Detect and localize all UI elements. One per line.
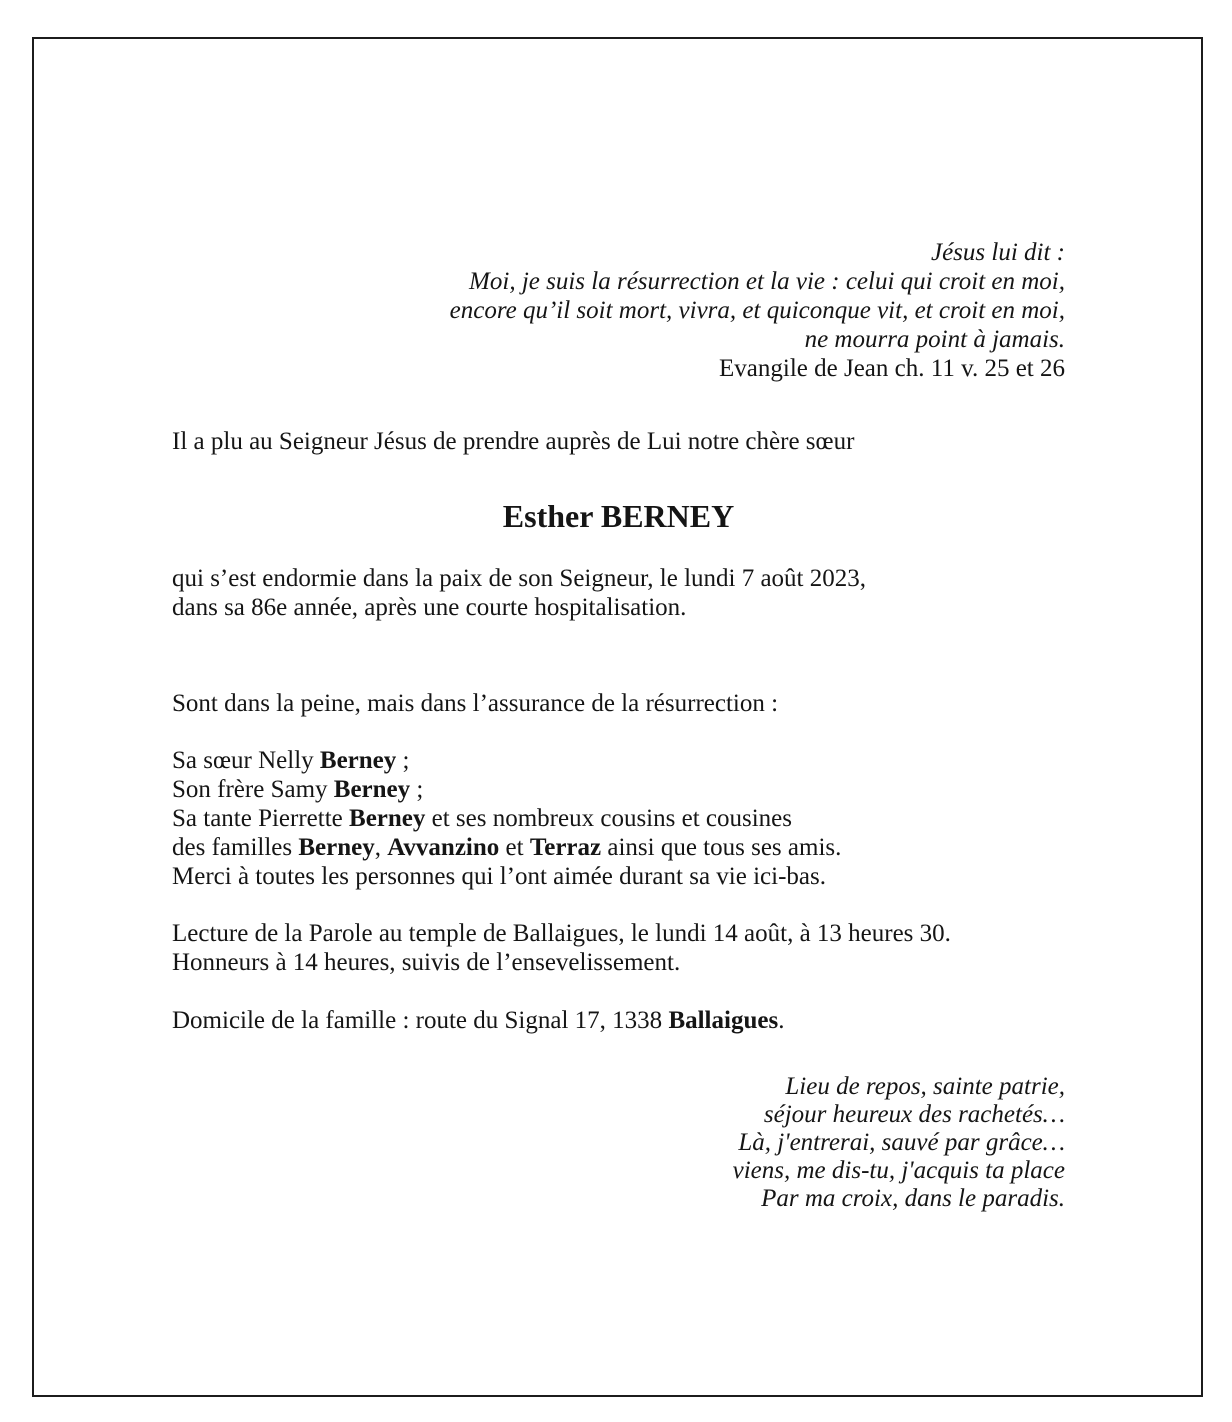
emphasized-text: Ballaigues xyxy=(668,1007,779,1034)
deceased-name: Esther BERNEY xyxy=(502,498,735,534)
plain-text: Son frère Samy xyxy=(172,776,334,803)
text-line: Par ma croix, dans le paradis. xyxy=(761,1185,1065,1212)
text-line: séjour heureux des rachetés… xyxy=(763,1101,1065,1128)
plain-text: ; xyxy=(410,776,424,803)
mourners-intro: Sont dans la peine, mais dans l’assurance de la résurrection : xyxy=(172,690,779,717)
text-line: dans sa 86e année, après une courte hospitalisation. xyxy=(172,594,687,621)
plain-text: Domicile de la famille : route du Signal 17, 1338 xyxy=(172,1007,669,1034)
plain-text: et xyxy=(499,834,530,861)
emphasized-text: Berney xyxy=(298,834,375,861)
text-line: qui s’est endormie dans la paix de son Seigneur, le lundi 7 août 2023, xyxy=(172,565,867,592)
text-line: Jésus lui dit : xyxy=(930,239,1065,266)
plain-text: Sa tante Pierrette xyxy=(172,805,350,832)
ceremony-details xyxy=(172,919,951,977)
text-line xyxy=(172,1006,784,1035)
death-details xyxy=(172,564,866,622)
text-line xyxy=(172,833,841,862)
plain-text: , xyxy=(374,834,388,861)
scripture-quote xyxy=(450,238,1065,354)
emphasized-text: Berney xyxy=(349,805,426,832)
plain-text: ; xyxy=(396,747,410,774)
scripture-epigraph xyxy=(450,238,1065,383)
emphasized-text: Terraz xyxy=(529,834,602,861)
text-line: Moi, je suis la résurrection et la vie : celui qui croit en moi, xyxy=(469,268,1065,295)
emphasized-text: Berney xyxy=(333,776,411,803)
text-line: ne mourra point à jamais. xyxy=(804,326,1065,353)
scripture-attribution: Evangile de Jean ch. 11 v. 25 et 26 xyxy=(719,355,1065,382)
text-line xyxy=(172,804,841,833)
plain-text: et ses nombreux cousins et cousines xyxy=(425,805,792,832)
page-border-frame xyxy=(32,37,1203,1397)
text-line xyxy=(172,775,841,804)
plain-text: ainsi que tous ses amis. xyxy=(601,834,842,861)
emphasized-text: Berney xyxy=(319,747,397,774)
mourners-list xyxy=(172,746,841,891)
text-line: Lieu de repos, sainte patrie, xyxy=(785,1073,1065,1100)
plain-text: . xyxy=(778,1007,785,1034)
text-line: Honneurs à 14 heures, suivis de l’ensevelissement. xyxy=(172,949,681,976)
plain-text: des familles xyxy=(172,834,299,861)
text-line: encore qu’il soit mort, vivra, et quiconque vit, et croit en moi, xyxy=(449,297,1065,324)
family-residence xyxy=(172,1006,784,1035)
emphasized-text: Avvanzino xyxy=(387,834,500,861)
text-line xyxy=(172,746,841,775)
text-line: Là, j'entrerai, sauvé par grâce… xyxy=(738,1129,1065,1156)
announcement-intro: Il a plu au Seigneur Jésus de prendre auprès de Lui notre chère sœur xyxy=(172,428,855,455)
closing-verse xyxy=(733,1073,1065,1213)
plain-text: Merci à toutes les personnes qui l’ont aimée durant sa vie ici-bas. xyxy=(172,863,826,890)
text-line: viens, me dis-tu, j'acquis ta place xyxy=(732,1157,1065,1184)
text-line: Lecture de la Parole au temple de Ballaigues, le lundi 14 août, à 13 heures 30. xyxy=(172,920,951,947)
plain-text: Sa sœur Nelly xyxy=(172,747,320,774)
text-line xyxy=(172,862,841,891)
